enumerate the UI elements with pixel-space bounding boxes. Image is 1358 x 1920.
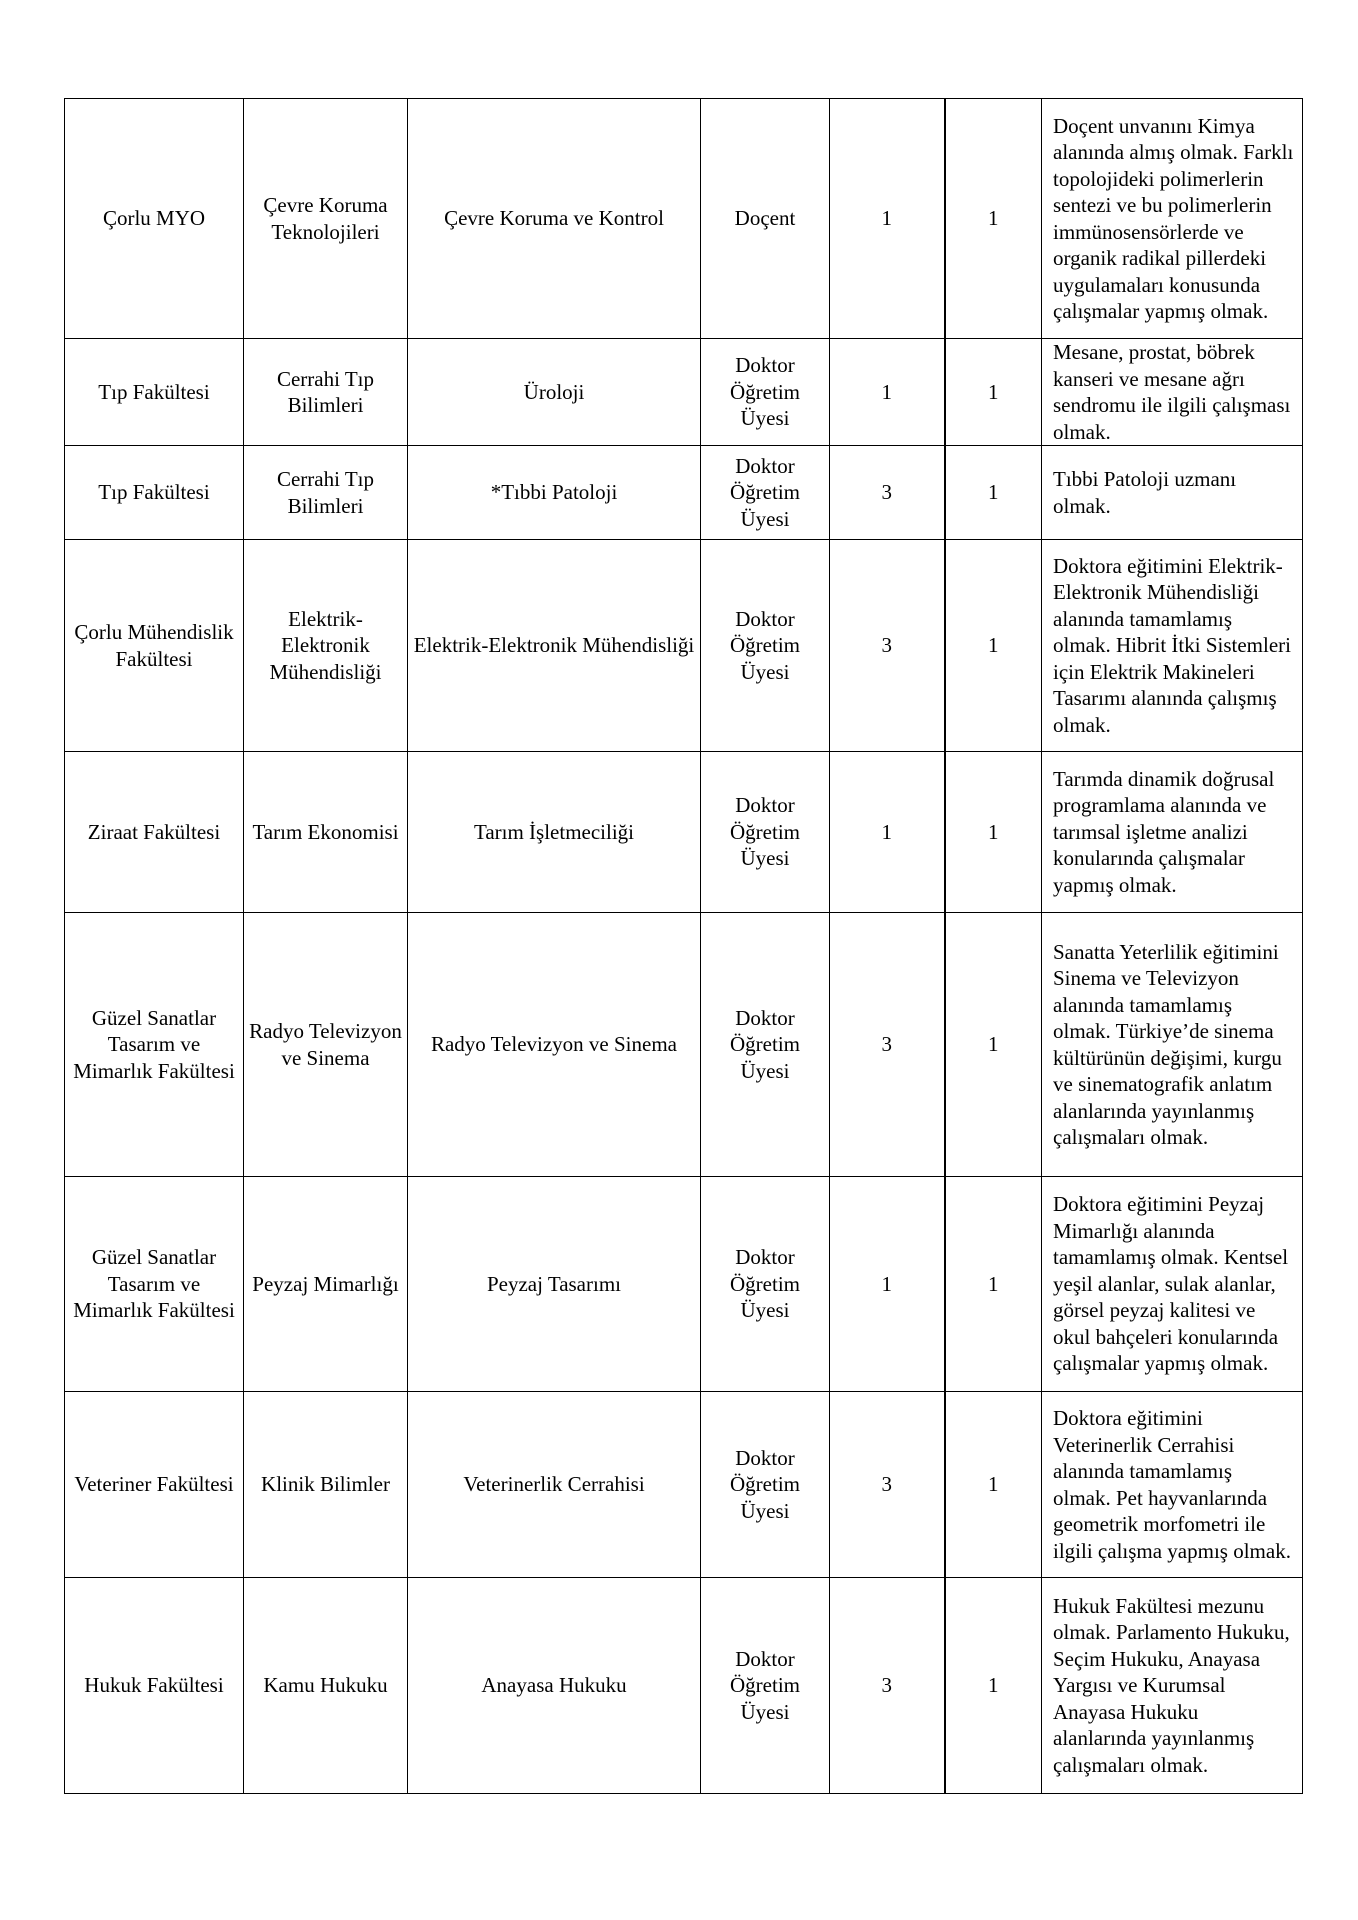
description-cell-text: Tarımda dinamik doğrusal programlama alanında ve tarımsal işletme analizi konularında çalışmalar yapmış olmak. <box>1053 766 1275 897</box>
faculty-cell-text: Güzel Sanatlar Tasarım ve Mimarlık Fakültesi <box>73 1005 235 1083</box>
faculty-cell <box>65 752 244 913</box>
faculty-cell <box>65 1578 244 1794</box>
program-cell <box>408 446 701 540</box>
title-cell-text: Doktor Öğretim Üyesi <box>730 793 800 871</box>
degree-cell <box>830 99 945 339</box>
department-cell-text: Tarım Ekonomisi <box>252 819 399 844</box>
program-cell-text: Tarım İşletmeciliği <box>473 819 635 844</box>
description-cell-text: Doktora eğitimini Peyzaj Mimarlığı alanında tamamlamış olmak. Kentsel yeşil alanlar, sulak alanlar, görsel peyzaj kalitesi ve okul bahçeleri konularında çalışmalar yapmış olmak. <box>1053 1192 1289 1376</box>
title-cell-text: Doktor Öğretim Üyesi <box>730 453 800 531</box>
title-cell <box>701 540 830 752</box>
program-cell-text: Elektrik-Elektronik Mühendisliği <box>413 633 695 658</box>
department-cell <box>244 913 408 1177</box>
table-row <box>65 339 1303 446</box>
faculty-cell-text: Veteriner Fakültesi <box>74 1472 234 1497</box>
count-cell <box>945 540 1042 752</box>
program-cell <box>408 752 701 913</box>
count-cell <box>945 913 1042 1177</box>
title-cell <box>701 913 830 1177</box>
title-cell-text: Doktor Öğretim Üyesi <box>730 1245 800 1323</box>
table-row <box>65 913 1303 1177</box>
title-cell <box>701 99 830 339</box>
faculty-cell-text: Çorlu MYO <box>102 206 206 231</box>
count-cell <box>945 99 1042 339</box>
description-cell-text: Tıbbi Patoloji uzmanı olmak. <box>1053 467 1237 518</box>
degree-cell-text: 3 <box>881 1472 892 1497</box>
degree-cell <box>830 446 945 540</box>
count-cell <box>945 1177 1042 1392</box>
faculty-cell <box>65 1392 244 1578</box>
department-cell-text: Klinik Bilimler <box>261 1472 390 1497</box>
degree-cell <box>830 1392 945 1578</box>
count-cell-text: 1 <box>988 206 999 231</box>
title-cell <box>701 1578 830 1794</box>
degree-cell <box>830 540 945 752</box>
title-cell <box>701 1177 830 1392</box>
staff-positions-table <box>64 98 1303 1794</box>
description-cell <box>1042 913 1303 1177</box>
faculty-cell-text: Hukuk Fakültesi <box>84 1673 224 1698</box>
description-cell <box>1042 446 1303 540</box>
title-cell <box>701 339 830 446</box>
title-cell-text: Doktor Öğretim Üyesi <box>730 606 800 684</box>
degree-cell <box>830 913 945 1177</box>
title-cell-text: Doçent <box>734 206 796 231</box>
department-cell <box>244 1392 408 1578</box>
degree-cell-text: 3 <box>881 480 892 505</box>
description-cell-text: Sanatta Yeterlilik eğitimini Sinema ve Televizyon alanında tamamlamış olmak. Türkiye’de sinema kültürünün değişimi, kurgu ve sinematografik anlatım alanlarında yayınlanmış çalışmaları olmak. <box>1053 939 1282 1149</box>
description-cell <box>1042 1578 1303 1794</box>
degree-cell-text: 3 <box>881 1673 892 1698</box>
table-row <box>65 1392 1303 1578</box>
department-cell <box>244 1578 408 1794</box>
department-cell-text: Cerrahi Tıp Bilimleri <box>276 366 374 417</box>
title-cell <box>701 446 830 540</box>
program-cell-text: Peyzaj Tasarımı <box>486 1271 622 1296</box>
table-row <box>65 1177 1303 1392</box>
degree-cell-text: 1 <box>881 819 892 844</box>
faculty-cell-text: Güzel Sanatlar Tasarım ve Mimarlık Fakültesi <box>73 1245 235 1323</box>
program-cell-text: Radyo Televizyon ve Sinema <box>430 1032 677 1057</box>
degree-cell-text: 1 <box>881 1271 892 1296</box>
description-cell <box>1042 1177 1303 1392</box>
degree-cell <box>830 752 945 913</box>
department-cell-text: Elektrik-Elektronik Mühendisliği <box>269 606 382 684</box>
count-cell-text: 1 <box>988 633 999 658</box>
table-row <box>65 99 1303 339</box>
program-cell-text: Veterinerlik Cerrahisi <box>463 1472 645 1497</box>
count-cell <box>945 1392 1042 1578</box>
count-cell <box>945 339 1042 446</box>
department-cell <box>244 1177 408 1392</box>
program-cell <box>408 1177 701 1392</box>
count-cell-text: 1 <box>988 1472 999 1497</box>
department-cell-text: Radyo Televizyon ve Sinema <box>249 1019 402 1070</box>
title-cell-text: Doktor Öğretim Üyesi <box>730 353 800 431</box>
count-cell-text: 1 <box>988 1271 999 1296</box>
title-cell <box>701 752 830 913</box>
program-cell-text: *Tıbbi Patoloji <box>490 480 618 505</box>
program-cell <box>408 99 701 339</box>
faculty-cell <box>65 1177 244 1392</box>
degree-cell <box>830 339 945 446</box>
description-cell <box>1042 540 1303 752</box>
faculty-cell-text: Tıp Fakültesi <box>98 379 210 404</box>
title-cell-text: Doktor Öğretim Üyesi <box>730 1646 800 1724</box>
count-cell-text: 1 <box>988 1032 999 1057</box>
degree-cell-text: 3 <box>881 633 892 658</box>
department-cell-text: Çevre Koruma Teknolojileri <box>263 193 388 244</box>
description-cell-text: Hukuk Fakültesi mezunu olmak. Parlamento Hukuku, Seçim Hukuku, Anayasa Yargısı ve Kurumsal Anayasa Hukuku alanlarında yayınlanmış çalışmaları olmak. <box>1053 1593 1290 1777</box>
table-body <box>65 99 1303 1794</box>
degree-cell-text: 1 <box>881 206 892 231</box>
description-cell <box>1042 99 1303 339</box>
department-cell <box>244 446 408 540</box>
department-cell <box>244 99 408 339</box>
count-cell <box>945 752 1042 913</box>
count-cell <box>945 446 1042 540</box>
department-cell-text: Peyzaj Mimarlığı <box>252 1271 399 1296</box>
faculty-cell <box>65 913 244 1177</box>
faculty-cell <box>65 446 244 540</box>
count-cell-text: 1 <box>988 379 999 404</box>
faculty-cell-text: Ziraat Fakültesi <box>87 819 221 844</box>
count-cell-text: 1 <box>988 480 999 505</box>
degree-cell <box>830 1177 945 1392</box>
description-cell-text: Doktora eğitimini Elektrik-Elektronik Mühendisliği alanında tamamlamış olmak. Hibrit İtki Sistemleri için Elektrik Makineleri Tasarımı alanında çalışmış olmak. <box>1053 553 1291 737</box>
department-cell-text: Kamu Hukuku <box>263 1673 388 1698</box>
program-cell <box>408 913 701 1177</box>
description-cell <box>1042 752 1303 913</box>
faculty-cell-text: Tıp Fakültesi <box>98 480 210 505</box>
title-cell <box>701 1392 830 1578</box>
department-cell <box>244 339 408 446</box>
faculty-cell <box>65 339 244 446</box>
table-row <box>65 752 1303 913</box>
description-cell-text: Doktora eğitimini Veterinerlik Cerrahisi alanında tamamlamış olmak. Pet hayvanlarında geometrik morfometri ile ilgili çalışma yapmış olmak. <box>1053 1406 1291 1563</box>
department-cell <box>244 752 408 913</box>
count-cell-text: 1 <box>988 1673 999 1698</box>
department-cell-text: Cerrahi Tıp Bilimleri <box>276 467 374 518</box>
description-cell-text: Doçent unvanını Kimya alanında almış olmak. Farklı topolojideki polimerlerin sentezi ve bu polimerlerin immünosensörlerde ve organik radikal pillerdeki uygulamaları konusunda çalışmalar yapmış olmak. <box>1053 113 1294 323</box>
program-cell-text: Anayasa Hukuku <box>481 1673 627 1698</box>
program-cell <box>408 339 701 446</box>
description-cell <box>1042 339 1303 446</box>
program-cell <box>408 540 701 752</box>
program-cell-text: Çevre Koruma ve Kontrol <box>444 206 664 231</box>
faculty-cell-text: Çorlu Mühendislik Fakültesi <box>74 620 234 671</box>
faculty-cell <box>65 540 244 752</box>
degree-cell-text: 1 <box>881 379 892 404</box>
description-cell <box>1042 1392 1303 1578</box>
count-cell <box>945 1578 1042 1794</box>
table-row <box>65 540 1303 752</box>
description-cell-text: Mesane, prostat, böbrek kanseri ve mesane ağrı sendromu ile ilgili çalışması olmak. <box>1053 340 1291 444</box>
degree-cell-text: 3 <box>881 1032 892 1057</box>
title-cell-text: Doktor Öğretim Üyesi <box>730 1445 800 1523</box>
count-cell-text: 1 <box>988 819 999 844</box>
department-cell <box>244 540 408 752</box>
program-cell <box>408 1392 701 1578</box>
degree-cell <box>830 1578 945 1794</box>
faculty-cell <box>65 99 244 339</box>
table-row <box>65 1578 1303 1794</box>
program-cell-text: Üroloji <box>523 379 585 404</box>
table-row <box>65 446 1303 540</box>
program-cell <box>408 1578 701 1794</box>
title-cell-text: Doktor Öğretim Üyesi <box>730 1005 800 1083</box>
